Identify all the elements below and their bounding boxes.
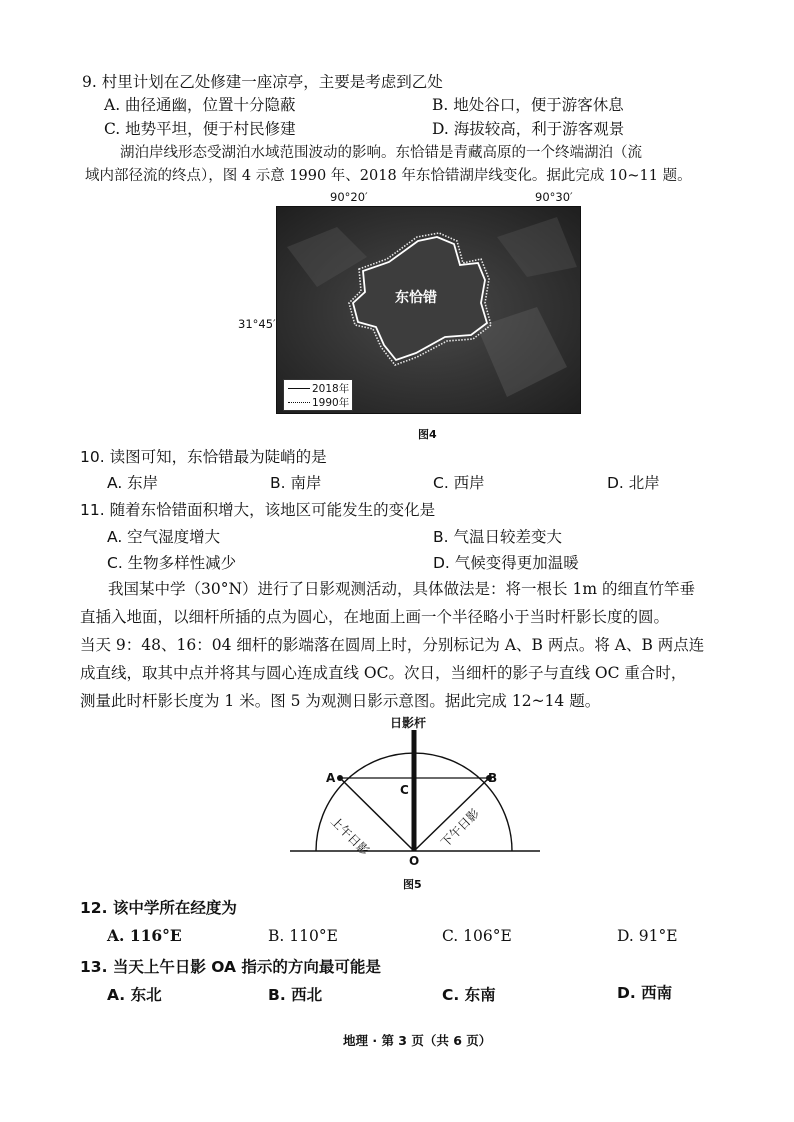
q13-option-a: A. 东北 bbox=[107, 986, 162, 1004]
fig5-caption: 图5 bbox=[403, 878, 422, 891]
q9-option-b: B. 地处谷口，便于游客休息 bbox=[432, 96, 624, 114]
passage2-line4: 成直线，取其中点并将其与圆心连成直线 OC。次日，当细杆的影子与直线 OC 重合时， bbox=[80, 664, 687, 682]
q11-option-b: B. 气温日较差变大 bbox=[433, 528, 562, 546]
fig5-label-c: C bbox=[400, 783, 409, 797]
fig5-shadow-diagram bbox=[290, 712, 540, 872]
fig4-lat: 31°45′ bbox=[238, 317, 276, 331]
fig5-label-a: A bbox=[326, 771, 336, 785]
q13-option-b: B. 西北 bbox=[268, 986, 323, 1004]
q9-option-d: D. 海拔较高，利于游客观景 bbox=[432, 120, 625, 138]
legend-1990-label: 1990年 bbox=[312, 397, 350, 409]
passage2-line1: 我国某中学（30°N）进行了日影观测活动，具体做法是：将一根长 1m 的细直竹竿垂 bbox=[108, 580, 695, 598]
passage2-line3: 当天 9：48、16：04 细杆的影端落在圆周上时，分别标记为 A、B 两点。将 A、B 两点连 bbox=[80, 636, 705, 654]
q11-option-a: A. 空气湿度增大 bbox=[107, 528, 221, 546]
q13-stem: 13. 当天上午日影 OA 指示的方向最可能是 bbox=[80, 958, 381, 976]
fig5-point-a bbox=[337, 775, 343, 781]
q10-option-b: B. 南岸 bbox=[270, 474, 322, 492]
legend-2018 bbox=[286, 381, 352, 395]
fig4-lon-right: 90°30′ bbox=[535, 190, 573, 204]
fig5-pole-label: 日影杆 bbox=[390, 716, 427, 730]
legend-1990 bbox=[286, 395, 352, 409]
q12-option-d: D. 91°E bbox=[617, 927, 678, 945]
page-footer: 地理 · 第 3 页（共 6 页） bbox=[343, 1033, 492, 1048]
q12-option-a: A. 116°E bbox=[107, 926, 182, 945]
q11-stem: 11. 随着东恰错面积增大，该地区可能发生的变化是 bbox=[80, 501, 436, 519]
q10-option-a: A. 东岸 bbox=[107, 474, 159, 492]
fig4-legend bbox=[283, 379, 353, 411]
fig5-morning-label: 上午日影 bbox=[327, 814, 372, 858]
q10-stem: 10. 读图可知，东恰错最为陡峭的是 bbox=[80, 448, 327, 466]
passage1-line2: 域内部径流的终点），图 4 示意 1990 年、2018 年东恰错湖岸线变化。据此完成 10~11 题。 bbox=[85, 168, 692, 184]
q10-option-c: C. 西岸 bbox=[433, 474, 485, 492]
q12-option-b: B. 110°E bbox=[268, 927, 338, 945]
q9-option-a: A. 曲径通幽，位置十分隐蔽 bbox=[104, 96, 296, 114]
fig4-lon-left: 90°20′ bbox=[330, 190, 368, 204]
legend-2018-label: 2018年 bbox=[312, 383, 350, 395]
fig5-label-b: B bbox=[488, 771, 498, 785]
fig4-lake-label: 东恰错 bbox=[395, 290, 437, 306]
passage1-line1: 湖泊岸线形态受湖泊水域范围波动的影响。东恰错是青藏高原的一个终端湖泊（流 bbox=[120, 145, 642, 161]
fig4-satellite-map bbox=[276, 206, 581, 414]
passage2-line2: 直插入地面，以细杆所插的点为圆心，在地面上画一个半径略小于当时杆影长度的圆。 bbox=[80, 608, 670, 626]
passage2-line5: 测量此时杆影长度为 1 米。图 5 为观测日影示意图。据此完成 12~14 题。 bbox=[80, 692, 601, 710]
q10-option-d: D. 北岸 bbox=[607, 474, 660, 492]
fig5-label-o: O bbox=[409, 854, 420, 868]
q13-option-d: D. 西南 bbox=[617, 984, 673, 1002]
q9-stem: 9. 村里计划在乙处修建一座凉亭，主要是考虑到乙处 bbox=[82, 73, 443, 91]
q12-stem: 12. 该中学所在经度为 bbox=[80, 899, 237, 917]
q11-option-c: C. 生物多样性减少 bbox=[107, 554, 237, 572]
q11-option-d: D. 气候变得更加温暖 bbox=[433, 554, 579, 572]
fig4-caption: 图4 bbox=[418, 428, 437, 441]
q12-option-c: C. 106°E bbox=[442, 927, 512, 945]
q9-option-c: C. 地势平坦，便于村民修建 bbox=[104, 120, 296, 138]
fig5-afternoon-label: 下午日影 bbox=[438, 806, 482, 851]
q13-option-c: C. 东南 bbox=[442, 986, 496, 1004]
